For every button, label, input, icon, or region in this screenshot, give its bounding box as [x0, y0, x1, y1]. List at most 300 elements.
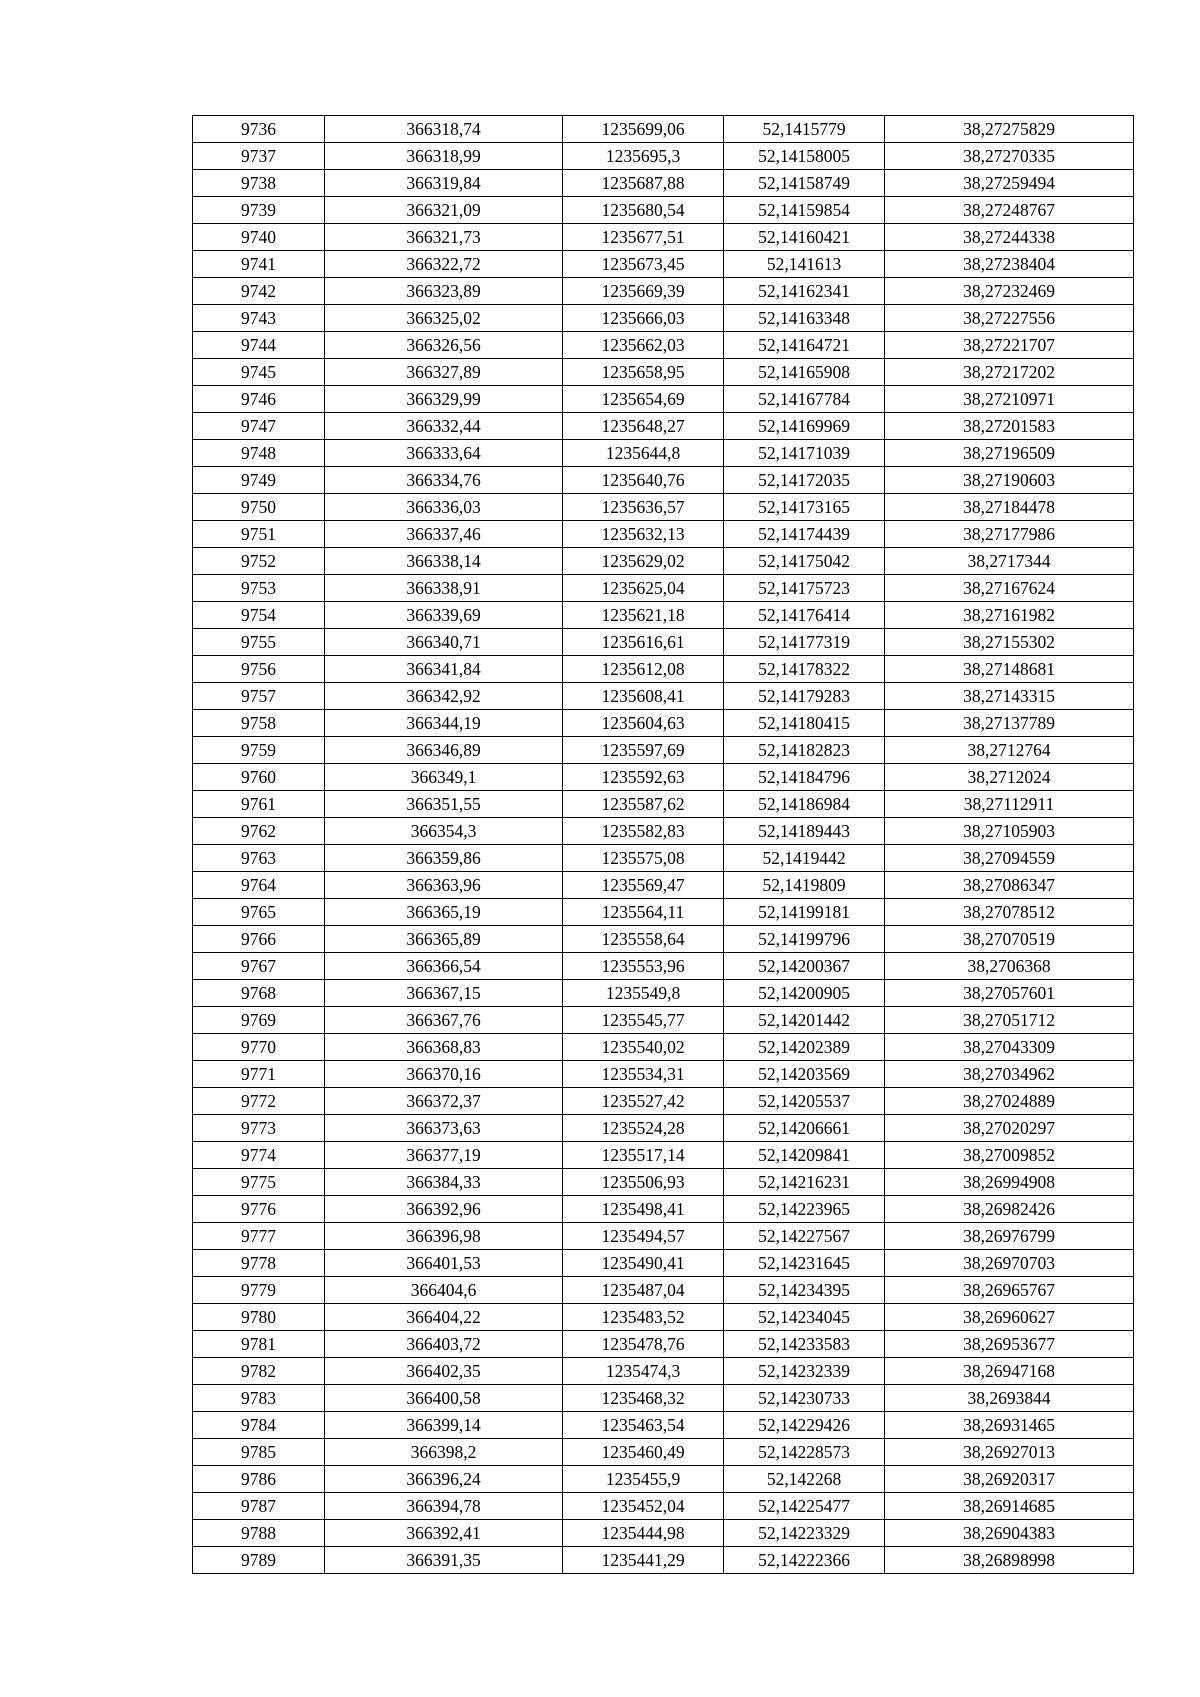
x-coordinate-cell: 366334,76: [325, 467, 563, 494]
x-coordinate-cell: 366337,46: [325, 521, 563, 548]
latitude-cell: 52,14175723: [724, 575, 885, 602]
longitude-cell: 38,26970703: [885, 1250, 1134, 1277]
longitude-cell: 38,27148681: [885, 656, 1134, 683]
longitude-cell: 38,27143315: [885, 683, 1134, 710]
latitude-cell: 52,142268: [724, 1466, 885, 1493]
longitude-cell: 38,27024889: [885, 1088, 1134, 1115]
longitude-cell: 38,27259494: [885, 170, 1134, 197]
longitude-cell: 38,27086347: [885, 872, 1134, 899]
latitude-cell: 52,14163348: [724, 305, 885, 332]
table-row: [193, 1196, 1134, 1223]
table-row: [193, 710, 1134, 737]
longitude-cell: 38,26960627: [885, 1304, 1134, 1331]
longitude-cell: 38,27137789: [885, 710, 1134, 737]
y-coordinate-cell: 1235677,51: [563, 224, 724, 251]
y-coordinate-cell: 1235587,62: [563, 791, 724, 818]
table-row: [193, 224, 1134, 251]
coordinates-table: [192, 115, 1134, 1574]
table-row: [193, 467, 1134, 494]
y-coordinate-cell: 1235666,03: [563, 305, 724, 332]
table-row: [193, 1385, 1134, 1412]
x-coordinate-cell: 366338,91: [325, 575, 563, 602]
table-row: [193, 953, 1134, 980]
y-coordinate-cell: 1235621,18: [563, 602, 724, 629]
x-coordinate-cell: 366359,86: [325, 845, 563, 872]
y-coordinate-cell: 1235616,61: [563, 629, 724, 656]
longitude-cell: 38,26976799: [885, 1223, 1134, 1250]
longitude-cell: 38,27051712: [885, 1007, 1134, 1034]
longitude-cell: 38,27020297: [885, 1115, 1134, 1142]
y-coordinate-cell: 1235452,04: [563, 1493, 724, 1520]
table-row: [193, 1331, 1134, 1358]
table-row: [193, 629, 1134, 656]
latitude-cell: 52,14178322: [724, 656, 885, 683]
table-row: [193, 764, 1134, 791]
x-coordinate-cell: 366323,89: [325, 278, 563, 305]
table-row: [193, 278, 1134, 305]
x-coordinate-cell: 366396,24: [325, 1466, 563, 1493]
y-coordinate-cell: 1235478,76: [563, 1331, 724, 1358]
y-coordinate-cell: 1235460,49: [563, 1439, 724, 1466]
longitude-cell: 38,26994908: [885, 1169, 1134, 1196]
x-coordinate-cell: 366396,98: [325, 1223, 563, 1250]
point-number-cell: 9763: [193, 845, 325, 872]
point-number-cell: 9740: [193, 224, 325, 251]
latitude-cell: 52,14172035: [724, 467, 885, 494]
longitude-cell: 38,26953677: [885, 1331, 1134, 1358]
y-coordinate-cell: 1235687,88: [563, 170, 724, 197]
y-coordinate-cell: 1235483,52: [563, 1304, 724, 1331]
y-coordinate-cell: 1235582,83: [563, 818, 724, 845]
y-coordinate-cell: 1235564,11: [563, 899, 724, 926]
table-row: [193, 1223, 1134, 1250]
y-coordinate-cell: 1235534,31: [563, 1061, 724, 1088]
table-row: [193, 1250, 1134, 1277]
longitude-cell: 38,2712764: [885, 737, 1134, 764]
longitude-cell: 38,27190603: [885, 467, 1134, 494]
x-coordinate-cell: 366319,84: [325, 170, 563, 197]
table-row: [193, 143, 1134, 170]
y-coordinate-cell: 1235608,41: [563, 683, 724, 710]
longitude-cell: 38,26982426: [885, 1196, 1134, 1223]
longitude-cell: 38,27184478: [885, 494, 1134, 521]
point-number-cell: 9787: [193, 1493, 325, 1520]
longitude-cell: 38,27155302: [885, 629, 1134, 656]
x-coordinate-cell: 366349,1: [325, 764, 563, 791]
latitude-cell: 52,14202389: [724, 1034, 885, 1061]
table-row: [193, 602, 1134, 629]
longitude-cell: 38,27167624: [885, 575, 1134, 602]
table-row: [193, 575, 1134, 602]
point-number-cell: 9769: [193, 1007, 325, 1034]
latitude-cell: 52,14182823: [724, 737, 885, 764]
x-coordinate-cell: 366373,63: [325, 1115, 563, 1142]
latitude-cell: 52,14227567: [724, 1223, 885, 1250]
latitude-cell: 52,14231645: [724, 1250, 885, 1277]
table-row: [193, 197, 1134, 224]
latitude-cell: 52,14222366: [724, 1547, 885, 1574]
longitude-cell: 38,27232469: [885, 278, 1134, 305]
point-number-cell: 9778: [193, 1250, 325, 1277]
point-number-cell: 9754: [193, 602, 325, 629]
x-coordinate-cell: 366367,15: [325, 980, 563, 1007]
longitude-cell: 38,26927013: [885, 1439, 1134, 1466]
latitude-cell: 52,14175042: [724, 548, 885, 575]
y-coordinate-cell: 1235669,39: [563, 278, 724, 305]
y-coordinate-cell: 1235575,08: [563, 845, 724, 872]
latitude-cell: 52,14174439: [724, 521, 885, 548]
point-number-cell: 9742: [193, 278, 325, 305]
point-number-cell: 9758: [193, 710, 325, 737]
table-row: [193, 1520, 1134, 1547]
table-row: [193, 1169, 1134, 1196]
point-number-cell: 9784: [193, 1412, 325, 1439]
y-coordinate-cell: 1235545,77: [563, 1007, 724, 1034]
coordinates-table-body: [193, 116, 1134, 1574]
x-coordinate-cell: 366401,53: [325, 1250, 563, 1277]
y-coordinate-cell: 1235487,04: [563, 1277, 724, 1304]
latitude-cell: 52,14233583: [724, 1331, 885, 1358]
x-coordinate-cell: 366346,89: [325, 737, 563, 764]
table-row: [193, 818, 1134, 845]
x-coordinate-cell: 366325,02: [325, 305, 563, 332]
latitude-cell: 52,14206661: [724, 1115, 885, 1142]
x-coordinate-cell: 366366,54: [325, 953, 563, 980]
latitude-cell: 52,14158749: [724, 170, 885, 197]
latitude-cell: 52,14165908: [724, 359, 885, 386]
longitude-cell: 38,27105903: [885, 818, 1134, 845]
point-number-cell: 9751: [193, 521, 325, 548]
y-coordinate-cell: 1235498,41: [563, 1196, 724, 1223]
latitude-cell: 52,14232339: [724, 1358, 885, 1385]
longitude-cell: 38,27270335: [885, 143, 1134, 170]
point-number-cell: 9765: [193, 899, 325, 926]
x-coordinate-cell: 366339,69: [325, 602, 563, 629]
x-coordinate-cell: 366326,56: [325, 332, 563, 359]
table-row: [193, 305, 1134, 332]
x-coordinate-cell: 366404,6: [325, 1277, 563, 1304]
point-number-cell: 9741: [193, 251, 325, 278]
table-row: [193, 926, 1134, 953]
point-number-cell: 9736: [193, 116, 325, 143]
point-number-cell: 9766: [193, 926, 325, 953]
y-coordinate-cell: 1235695,3: [563, 143, 724, 170]
longitude-cell: 38,27070519: [885, 926, 1134, 953]
x-coordinate-cell: 366332,44: [325, 413, 563, 440]
x-coordinate-cell: 366322,72: [325, 251, 563, 278]
y-coordinate-cell: 1235474,3: [563, 1358, 724, 1385]
y-coordinate-cell: 1235644,8: [563, 440, 724, 467]
table-row: [193, 845, 1134, 872]
longitude-cell: 38,26931465: [885, 1412, 1134, 1439]
y-coordinate-cell: 1235444,98: [563, 1520, 724, 1547]
x-coordinate-cell: 366394,78: [325, 1493, 563, 1520]
x-coordinate-cell: 366365,19: [325, 899, 563, 926]
point-number-cell: 9789: [193, 1547, 325, 1574]
x-coordinate-cell: 366398,2: [325, 1439, 563, 1466]
table-row: [193, 1304, 1134, 1331]
table-row: [193, 413, 1134, 440]
point-number-cell: 9767: [193, 953, 325, 980]
longitude-cell: 38,27217202: [885, 359, 1134, 386]
longitude-cell: 38,27009852: [885, 1142, 1134, 1169]
table-row: [193, 170, 1134, 197]
y-coordinate-cell: 1235604,63: [563, 710, 724, 737]
longitude-cell: 38,26947168: [885, 1358, 1134, 1385]
table-row: [193, 1547, 1134, 1574]
table-row: [193, 494, 1134, 521]
latitude-cell: 52,14234395: [724, 1277, 885, 1304]
latitude-cell: 52,14223329: [724, 1520, 885, 1547]
point-number-cell: 9761: [193, 791, 325, 818]
y-coordinate-cell: 1235662,03: [563, 332, 724, 359]
table-row: [193, 1061, 1134, 1088]
longitude-cell: 38,27034962: [885, 1061, 1134, 1088]
table-row: [193, 872, 1134, 899]
latitude-cell: 52,14225477: [724, 1493, 885, 1520]
x-coordinate-cell: 366341,84: [325, 656, 563, 683]
longitude-cell: 38,26965767: [885, 1277, 1134, 1304]
x-coordinate-cell: 366392,96: [325, 1196, 563, 1223]
longitude-cell: 38,27112911: [885, 791, 1134, 818]
x-coordinate-cell: 366336,03: [325, 494, 563, 521]
point-number-cell: 9771: [193, 1061, 325, 1088]
point-number-cell: 9759: [193, 737, 325, 764]
table-row: [193, 791, 1134, 818]
longitude-cell: 38,2717344: [885, 548, 1134, 575]
table-row: [193, 980, 1134, 1007]
latitude-cell: 52,14164721: [724, 332, 885, 359]
x-coordinate-cell: 366321,73: [325, 224, 563, 251]
point-number-cell: 9781: [193, 1331, 325, 1358]
y-coordinate-cell: 1235632,13: [563, 521, 724, 548]
latitude-cell: 52,14200905: [724, 980, 885, 1007]
x-coordinate-cell: 366404,22: [325, 1304, 563, 1331]
table-row: [193, 1115, 1134, 1142]
x-coordinate-cell: 366400,58: [325, 1385, 563, 1412]
x-coordinate-cell: 366351,55: [325, 791, 563, 818]
latitude-cell: 52,14205537: [724, 1088, 885, 1115]
point-number-cell: 9753: [193, 575, 325, 602]
latitude-cell: 52,14203569: [724, 1061, 885, 1088]
latitude-cell: 52,1419809: [724, 872, 885, 899]
latitude-cell: 52,14162341: [724, 278, 885, 305]
latitude-cell: 52,14169969: [724, 413, 885, 440]
y-coordinate-cell: 1235640,76: [563, 467, 724, 494]
latitude-cell: 52,14177319: [724, 629, 885, 656]
y-coordinate-cell: 1235540,02: [563, 1034, 724, 1061]
point-number-cell: 9750: [193, 494, 325, 521]
latitude-cell: 52,14159854: [724, 197, 885, 224]
latitude-cell: 52,14199181: [724, 899, 885, 926]
y-coordinate-cell: 1235597,69: [563, 737, 724, 764]
point-number-cell: 9757: [193, 683, 325, 710]
table-row: [193, 899, 1134, 926]
table-row: [193, 1412, 1134, 1439]
longitude-cell: 38,27248767: [885, 197, 1134, 224]
table-row: [193, 1277, 1134, 1304]
x-coordinate-cell: 366377,19: [325, 1142, 563, 1169]
table-row: [193, 1493, 1134, 1520]
x-coordinate-cell: 366372,37: [325, 1088, 563, 1115]
table-row: [193, 1007, 1134, 1034]
latitude-cell: 52,14180415: [724, 710, 885, 737]
y-coordinate-cell: 1235636,57: [563, 494, 724, 521]
y-coordinate-cell: 1235549,8: [563, 980, 724, 1007]
point-number-cell: 9776: [193, 1196, 325, 1223]
x-coordinate-cell: 366333,64: [325, 440, 563, 467]
x-coordinate-cell: 366403,72: [325, 1331, 563, 1358]
latitude-cell: 52,1419442: [724, 845, 885, 872]
point-number-cell: 9747: [193, 413, 325, 440]
longitude-cell: 38,2706368: [885, 953, 1134, 980]
point-number-cell: 9749: [193, 467, 325, 494]
latitude-cell: 52,14189443: [724, 818, 885, 845]
table-row: [193, 440, 1134, 467]
point-number-cell: 9773: [193, 1115, 325, 1142]
table-row: [193, 332, 1134, 359]
point-number-cell: 9744: [193, 332, 325, 359]
latitude-cell: 52,14160421: [724, 224, 885, 251]
point-number-cell: 9752: [193, 548, 325, 575]
y-coordinate-cell: 1235673,45: [563, 251, 724, 278]
latitude-cell: 52,141613: [724, 251, 885, 278]
latitude-cell: 52,14229426: [724, 1412, 885, 1439]
y-coordinate-cell: 1235648,27: [563, 413, 724, 440]
latitude-cell: 52,14158005: [724, 143, 885, 170]
longitude-cell: 38,27057601: [885, 980, 1134, 1007]
latitude-cell: 52,14234045: [724, 1304, 885, 1331]
point-number-cell: 9745: [193, 359, 325, 386]
latitude-cell: 52,14199796: [724, 926, 885, 953]
longitude-cell: 38,27244338: [885, 224, 1134, 251]
point-number-cell: 9780: [193, 1304, 325, 1331]
x-coordinate-cell: 366384,33: [325, 1169, 563, 1196]
latitude-cell: 52,14186984: [724, 791, 885, 818]
x-coordinate-cell: 366318,99: [325, 143, 563, 170]
y-coordinate-cell: 1235629,02: [563, 548, 724, 575]
point-number-cell: 9786: [193, 1466, 325, 1493]
latitude-cell: 52,14171039: [724, 440, 885, 467]
latitude-cell: 52,14167784: [724, 386, 885, 413]
longitude-cell: 38,27201583: [885, 413, 1134, 440]
point-number-cell: 9775: [193, 1169, 325, 1196]
point-number-cell: 9764: [193, 872, 325, 899]
y-coordinate-cell: 1235527,42: [563, 1088, 724, 1115]
table-row: [193, 1358, 1134, 1385]
latitude-cell: 52,14228573: [724, 1439, 885, 1466]
y-coordinate-cell: 1235517,14: [563, 1142, 724, 1169]
longitude-cell: 38,27238404: [885, 251, 1134, 278]
latitude-cell: 52,14200367: [724, 953, 885, 980]
point-number-cell: 9768: [193, 980, 325, 1007]
table-row: [193, 1439, 1134, 1466]
table-row: [193, 683, 1134, 710]
x-coordinate-cell: 366391,35: [325, 1547, 563, 1574]
y-coordinate-cell: 1235658,95: [563, 359, 724, 386]
latitude-cell: 52,14216231: [724, 1169, 885, 1196]
latitude-cell: 52,14184796: [724, 764, 885, 791]
y-coordinate-cell: 1235494,57: [563, 1223, 724, 1250]
x-coordinate-cell: 366392,41: [325, 1520, 563, 1547]
point-number-cell: 9755: [193, 629, 325, 656]
table-row: [193, 1088, 1134, 1115]
y-coordinate-cell: 1235463,54: [563, 1412, 724, 1439]
longitude-cell: 38,2693844: [885, 1385, 1134, 1412]
longitude-cell: 38,26914685: [885, 1493, 1134, 1520]
x-coordinate-cell: 366340,71: [325, 629, 563, 656]
point-number-cell: 9737: [193, 143, 325, 170]
longitude-cell: 38,27177986: [885, 521, 1134, 548]
x-coordinate-cell: 366363,96: [325, 872, 563, 899]
point-number-cell: 9783: [193, 1385, 325, 1412]
point-number-cell: 9785: [193, 1439, 325, 1466]
table-row: [193, 386, 1134, 413]
y-coordinate-cell: 1235524,28: [563, 1115, 724, 1142]
latitude-cell: 52,1415779: [724, 116, 885, 143]
x-coordinate-cell: 366344,19: [325, 710, 563, 737]
y-coordinate-cell: 1235699,06: [563, 116, 724, 143]
point-number-cell: 9772: [193, 1088, 325, 1115]
table-row: [193, 251, 1134, 278]
y-coordinate-cell: 1235612,08: [563, 656, 724, 683]
longitude-cell: 38,27227556: [885, 305, 1134, 332]
longitude-cell: 38,27221707: [885, 332, 1134, 359]
point-number-cell: 9756: [193, 656, 325, 683]
table-row: [193, 521, 1134, 548]
x-coordinate-cell: 366370,16: [325, 1061, 563, 1088]
y-coordinate-cell: 1235558,64: [563, 926, 724, 953]
y-coordinate-cell: 1235592,63: [563, 764, 724, 791]
y-coordinate-cell: 1235553,96: [563, 953, 724, 980]
longitude-cell: 38,26898998: [885, 1547, 1134, 1574]
point-number-cell: 9738: [193, 170, 325, 197]
longitude-cell: 38,26904383: [885, 1520, 1134, 1547]
table-row: [193, 656, 1134, 683]
y-coordinate-cell: 1235468,32: [563, 1385, 724, 1412]
x-coordinate-cell: 366354,3: [325, 818, 563, 845]
longitude-cell: 38,2712024: [885, 764, 1134, 791]
latitude-cell: 52,14176414: [724, 602, 885, 629]
point-number-cell: 9777: [193, 1223, 325, 1250]
latitude-cell: 52,14230733: [724, 1385, 885, 1412]
longitude-cell: 38,27078512: [885, 899, 1134, 926]
longitude-cell: 38,26920317: [885, 1466, 1134, 1493]
y-coordinate-cell: 1235490,41: [563, 1250, 724, 1277]
point-number-cell: 9743: [193, 305, 325, 332]
x-coordinate-cell: 366367,76: [325, 1007, 563, 1034]
x-coordinate-cell: 366342,92: [325, 683, 563, 710]
x-coordinate-cell: 366338,14: [325, 548, 563, 575]
x-coordinate-cell: 366399,14: [325, 1412, 563, 1439]
longitude-cell: 38,27196509: [885, 440, 1134, 467]
y-coordinate-cell: 1235569,47: [563, 872, 724, 899]
longitude-cell: 38,27275829: [885, 116, 1134, 143]
x-coordinate-cell: 366318,74: [325, 116, 563, 143]
y-coordinate-cell: 1235680,54: [563, 197, 724, 224]
longitude-cell: 38,27210971: [885, 386, 1134, 413]
point-number-cell: 9746: [193, 386, 325, 413]
latitude-cell: 52,14209841: [724, 1142, 885, 1169]
table-row: [193, 359, 1134, 386]
point-number-cell: 9788: [193, 1520, 325, 1547]
x-coordinate-cell: 366327,89: [325, 359, 563, 386]
table-row: [193, 1142, 1134, 1169]
table-row: [193, 737, 1134, 764]
point-number-cell: 9762: [193, 818, 325, 845]
longitude-cell: 38,27043309: [885, 1034, 1134, 1061]
longitude-cell: 38,27094559: [885, 845, 1134, 872]
